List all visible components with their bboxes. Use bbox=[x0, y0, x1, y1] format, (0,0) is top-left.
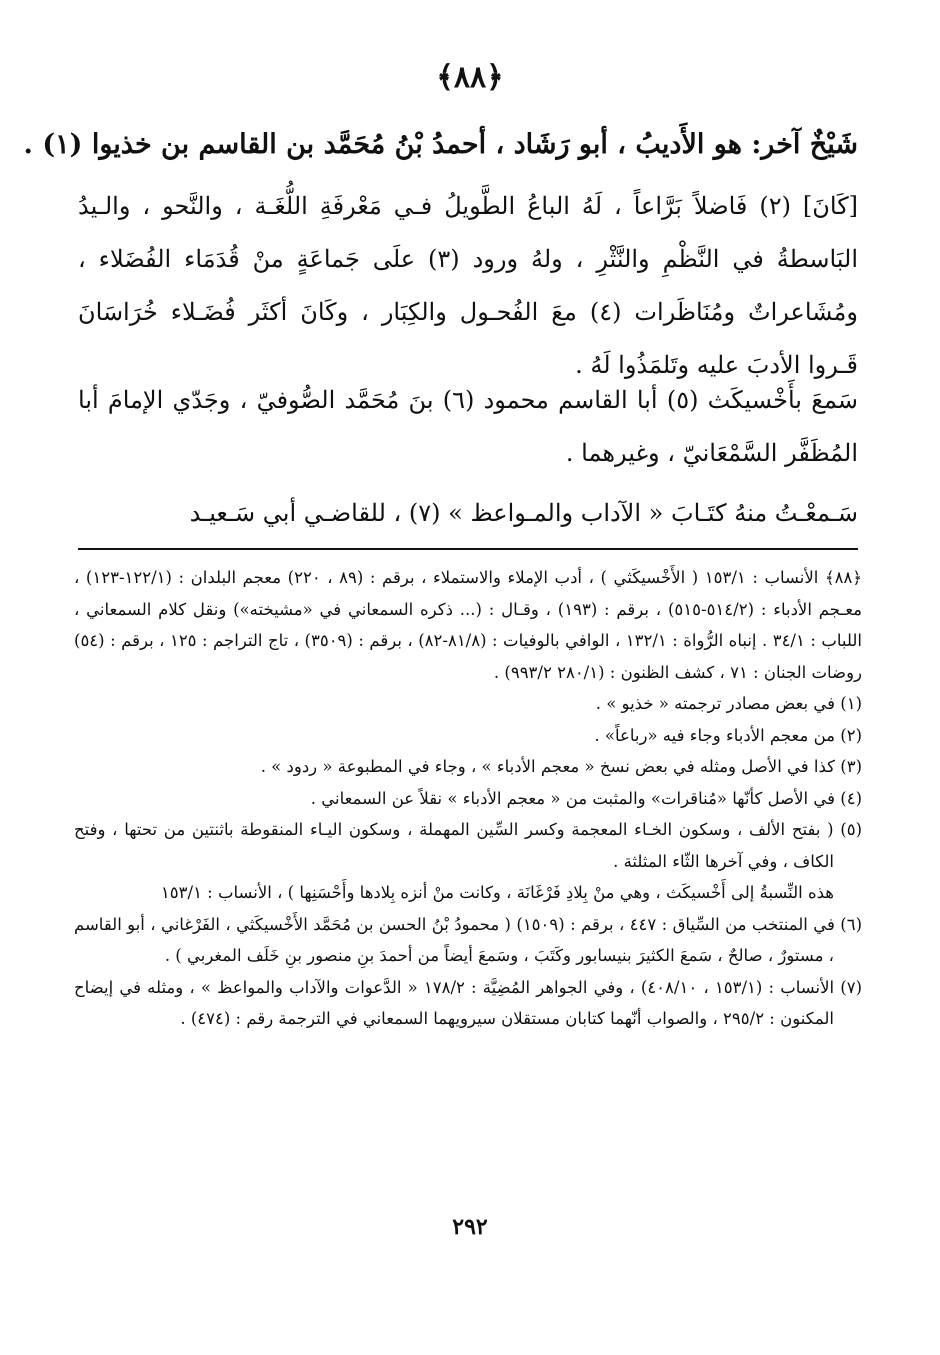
footnote-3: (٣) كذا في الأصل ومثله في بعض نسخ « معجم الأدباء » ، وجاء في المطبوعة « ردود » . bbox=[260, 757, 862, 776]
footnote-6: (٦) في المنتخب من السِّياق : ٤٤٧ ، برقم : (١٥٠٩) ( محمودُ بْنُ الحسن بن مُحَمَّد الأَخْسيكَثي ، الفَرْغاني ، أبو القاسم ، مستورٌ ، صالحٌ ، سَمعَ الكثيرَ بنيسابور وكَتَبَ ، وسَمعَ أيضاً من أحمدَ بنِ منصور بنِ خَلَف المغربي ) . bbox=[74, 914, 862, 965]
body-paragraph-2 bbox=[78, 374, 858, 480]
footnote-divider bbox=[78, 548, 858, 550]
page-number: ٢٩٢ bbox=[452, 1214, 488, 1240]
paragraph-text: سَمعَ بأَخْسيكَث (٥) أبا القاسم محمود (٦) بنَ مُحَمَّد الصُّوفيّ ، وجَدّي الإمامَ أبا المُظَفَّر السَّمْعَانيّ ، وغيرهما . bbox=[78, 386, 858, 467]
body-paragraph-3 bbox=[78, 487, 858, 540]
footnote-2: (٢) من معجم الأدباء وجاء فيه «رباعاً» . bbox=[594, 725, 862, 745]
paragraph-text: [كَانَ] (٢) فَاضلاً بَرَّاعاً ، لَهُ الباعُ الطَّويلُ فـي مَعْرفَةِ اللُّغَـة ، والنَّحو ، والـيدُ البَاسطةُ في النَّظْمِ والنَّثْرِ ، ولهُ ورود (٣) علَى جَماعَةٍ منْ قُدَمَاء الفُضَلاء ، ومُشَاعراتٌ ومُنَاظَرات (٤) معَ الفُحـول والكِبَار ، وكَانَ أكثَر فُضَـلاء خُرَاسَانَ قَـروا الأدبَ عليه وتَلمَذُوا لَهُ . bbox=[78, 192, 859, 379]
footnote-5-continued: هذه النِّسبةُ إلى أَخْسيكَث ، وهي منْ بِلادِ فَرْغَانَة ، وكانت منْ أنزه بِلادها وأَحْسَنِها ) ، الأنساب : ١٥٣/١ bbox=[160, 883, 834, 902]
footnote-1: (١) في بعض مصادر ترجمته « خذيو » . bbox=[595, 694, 862, 713]
paragraph-text: سَـمعْـتُ منهُ كتَـابَ « الآداب والمـواعظ » (٧) ، للقاضـي أبي سَـعيـد bbox=[189, 499, 858, 527]
footnote-5: (٥) ( بفتح الألف ، وسكون الخـاء المعجمة وكسر السِّين المهملة ، وسكون اليـاء المنقوطة باثنتين من تحتها ، وفتح الكاف ، وفي آخرها الثّاء المثلثة . bbox=[74, 820, 862, 871]
footnote-sources: ﴿٨٨﴾ الأنساب : ١٥٣/١ ( الأَخْسيكَثي ) ، أدب الإملاء والاستملاء ، برقم : (٨٩ ، ٢٢٠) معجم البلدان : (١٢٢/١-١٢٣) ، معـجم الأدباء : (٥١٤/٢-٥١٥) ، برقم : (١٩٣) ، وقـال : (... ذكره السمعاني في «مشيخته») ونقل كلام السمعاني ، اللباب : ٣٤/١ . إنباه الرُّواة : ١٣٢/١ ، الوافي بالوفيات : (٨١/٨-٨٢) ، برقم : (٣٥٠٩) ، تاج التراجم : ١٢٥ ، برقم : (٥٤) روضات الجنان : ٧١ ، كشف الظنون : (٢٨٠/١ ٩٩٣/٢) . bbox=[74, 568, 863, 682]
footnotes bbox=[74, 562, 862, 1035]
body-paragraph-1 bbox=[78, 180, 858, 392]
footnote-4: (٤) في الأصل كأنّها «مُناقرات» والمثبت من « معجم الأدباء » نقلاً عن السمعاني . bbox=[310, 788, 862, 808]
entry-number: ﴿٨٨﴾ bbox=[436, 60, 504, 95]
entry-heading: شَيْخٌ آخر: هو الأَديبُ ، أبو رَشَاد ، أحمدُ بْنُ مُحَمَّد بن القاسم بن خذيوا (١) . bbox=[23, 129, 858, 160]
footnote-7: (٧) الأنساب : (١٥٣/١ ، ٤٠٨/١٠) ، وفي الجواهر المُضِيَّة : ١٧٨/٢ « الدَّعوات والآداب والمواعظ » ، ومثله في إيضاح المكنون : ٢٩٥/٢ ، والصواب أنّهما كتابان مستقلان سيرويهما السمعاني في الترجمة رقم : (٤٧٤) . bbox=[74, 977, 862, 1028]
